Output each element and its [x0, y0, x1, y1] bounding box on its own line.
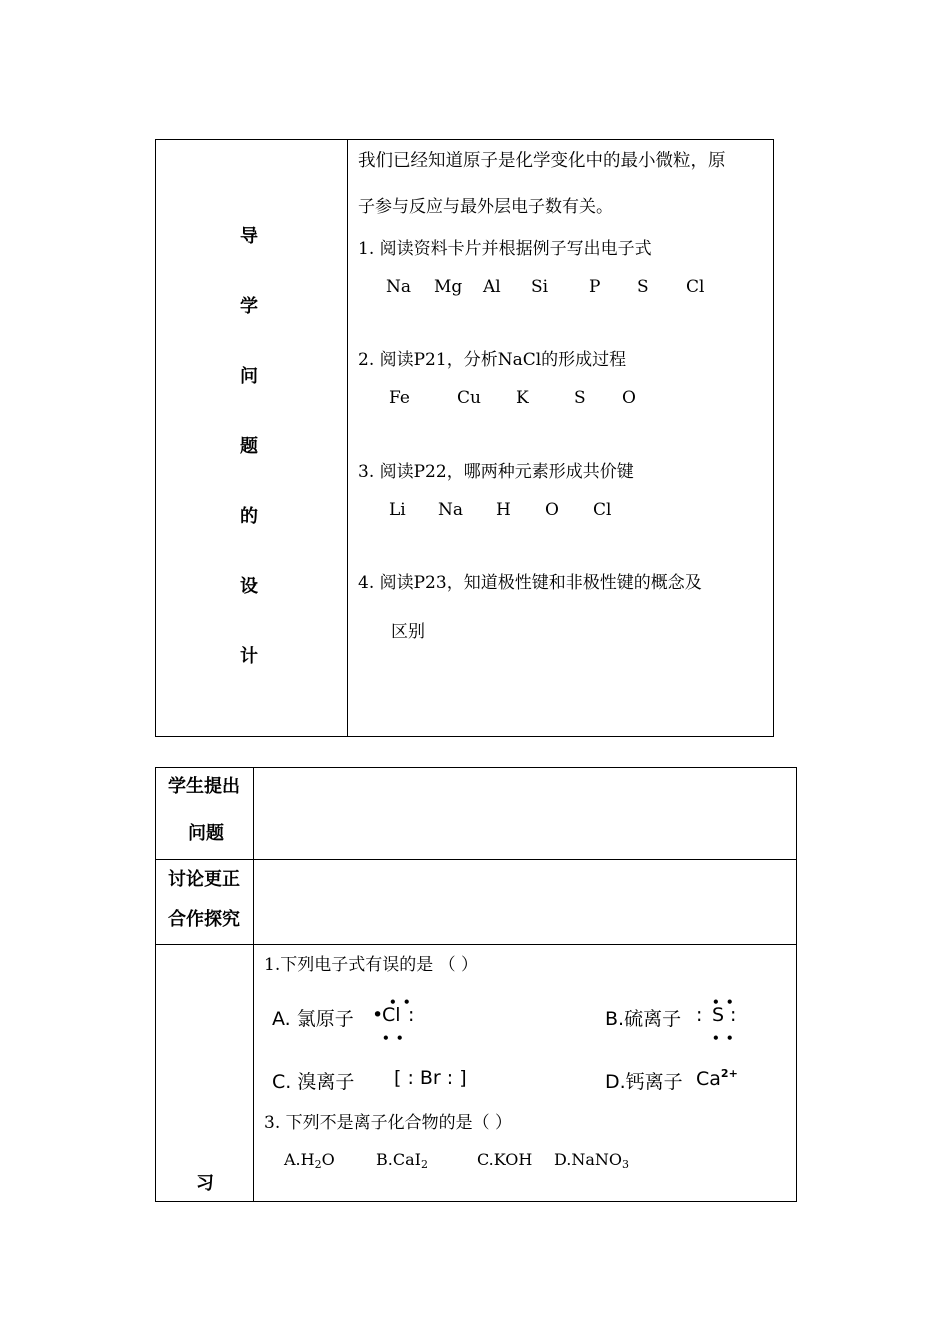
electron-dots-bottom: • •: [712, 1031, 735, 1045]
element-symbol: O: [545, 500, 559, 520]
row-divider: [156, 944, 796, 945]
electron-dots-top: • •: [712, 995, 735, 1009]
intro-text-line2: 子参与反应与最外层电子数有关。: [358, 197, 613, 217]
exercise-3: 3. 下列不是离子化合物的是（ ）: [264, 1113, 513, 1133]
row-label-practice: 习: [196, 1173, 214, 1194]
row-label-student-questions-l1: 学生提出: [168, 776, 240, 797]
label-char: 题: [240, 436, 258, 457]
element-symbol: K: [516, 388, 529, 408]
row-label-student-questions-l2: 问题: [188, 823, 224, 844]
option-c-label: C. 溴离子: [272, 1071, 355, 1093]
element-symbol: S: [637, 277, 649, 297]
option-a-label: A. 氯原子: [272, 1008, 354, 1030]
element-symbol: Cl: [593, 500, 612, 520]
element-symbol: Cu: [457, 388, 481, 408]
question-4-line1: 4. 阅读P23，知道极性键和非极性键的概念及: [358, 573, 702, 593]
question-2: 2. 阅读P21，分析NaCl的形成过程: [358, 350, 627, 370]
option-b-label: B.硫离子: [605, 1008, 682, 1030]
electron-dots-bottom: • •: [382, 1031, 405, 1045]
label-char: 的: [240, 506, 258, 527]
electron-dot-left: •: [372, 1004, 384, 1026]
element-symbol: Cl: [686, 277, 705, 297]
label-char: 学: [240, 296, 258, 317]
option-text: B.CaI: [376, 1150, 421, 1169]
exercise-3-option-d: [554, 1150, 629, 1171]
subscript: 2: [314, 1158, 322, 1171]
question-4-line2: 区别: [391, 622, 425, 642]
label-char: 计: [240, 646, 258, 667]
electron-colon: :: [696, 1004, 703, 1026]
exercise-3-option-a: [284, 1150, 335, 1171]
element-symbol: Na: [386, 277, 412, 297]
element-symbol: Na: [438, 500, 464, 520]
element-symbol: H: [496, 500, 511, 520]
exercise-3-option-b: [376, 1150, 428, 1171]
column-divider: [347, 140, 348, 736]
option-text: A.H: [284, 1150, 315, 1169]
student-questions-table: [155, 767, 797, 1202]
option-d-label: D.钙离子: [605, 1071, 683, 1093]
element-symbol: Mg: [434, 277, 463, 297]
guided-questions-table: [155, 139, 774, 737]
option-a-symbol: Cl: [382, 1004, 401, 1026]
subscript: 2: [420, 1158, 428, 1171]
row-divider: [156, 859, 796, 860]
label-char: 导: [240, 226, 258, 247]
option-c-symbol: [ : Br : ]: [394, 1067, 467, 1089]
row-label-discussion-l1: 讨论更正: [168, 869, 240, 890]
column-divider: [253, 768, 254, 1201]
label-char: 问: [240, 366, 258, 387]
electron-colon: :: [730, 1004, 737, 1026]
element-symbol: S: [574, 388, 586, 408]
calcium-symbol: Ca: [696, 1068, 721, 1090]
ion-charge: 2+: [720, 1067, 738, 1080]
element-symbol: Fe: [389, 388, 410, 408]
exercise-1: 1.下列电子式有误的是 （ ）: [264, 955, 479, 975]
element-symbol: P: [589, 277, 601, 297]
element-symbol: Al: [483, 277, 501, 297]
electron-colon: :: [408, 1004, 415, 1026]
electron-dots-top: • •: [389, 995, 412, 1009]
option-text: O: [321, 1150, 335, 1169]
element-symbol: Li: [389, 500, 406, 520]
exercise-3-option-c: C.KOH: [477, 1150, 533, 1169]
option-d-symbol: [696, 1067, 738, 1090]
label-char: 设: [240, 576, 258, 597]
element-symbol: Si: [531, 277, 549, 297]
element-symbol: O: [622, 388, 636, 408]
option-b-symbol: S: [712, 1004, 725, 1026]
subscript: 3: [622, 1158, 629, 1171]
intro-text-line1: 我们已经知道原子是化学变化中的最小微粒，原: [358, 151, 726, 171]
option-text: D.NaNO: [554, 1150, 622, 1169]
question-1: 1. 阅读资料卡片并根据例子写出电子式: [358, 239, 652, 259]
row-label-discussion-l2: 合作探究: [168, 909, 240, 930]
question-3: 3. 阅读P22，哪两种元素形成共价键: [358, 462, 634, 482]
